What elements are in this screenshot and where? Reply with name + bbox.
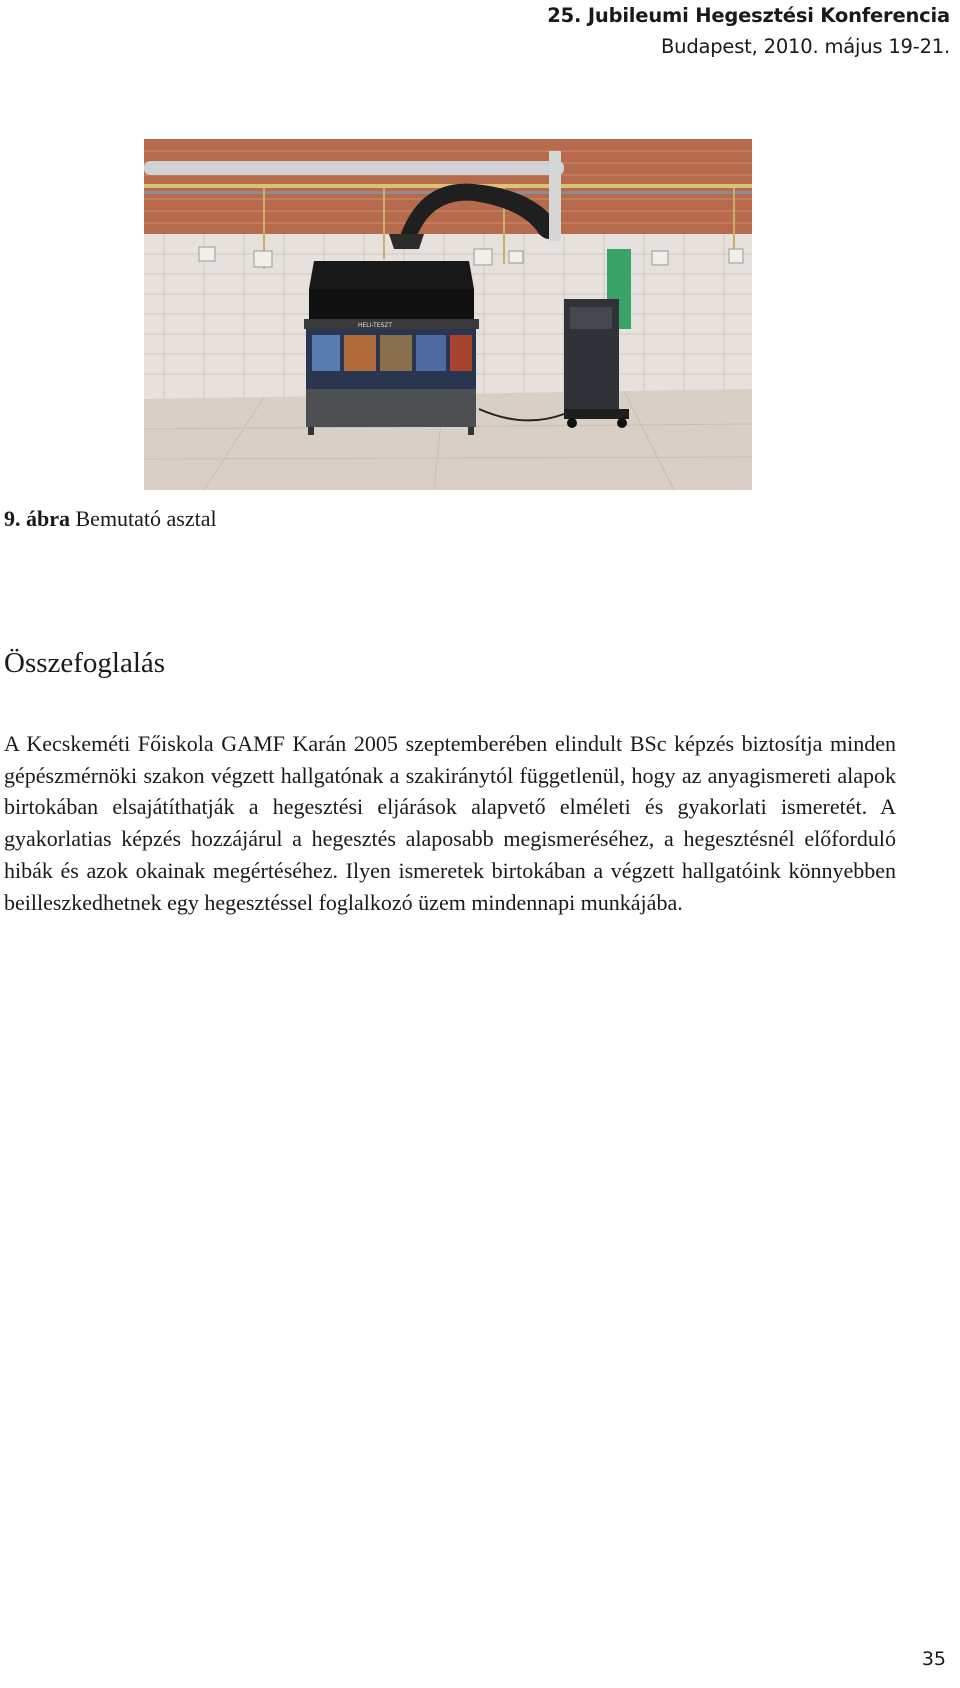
- poster-text: HELI-TESZT: [358, 322, 393, 329]
- conference-location-date: Budapest, 2010. május 19-21.: [660, 35, 950, 58]
- page-number: 35: [921, 1648, 946, 1670]
- figure-caption-text: Bemutató asztal: [70, 506, 217, 531]
- figure-photo: [144, 139, 752, 490]
- page-header: [547, 0, 950, 62]
- figure-caption: [4, 505, 217, 533]
- section-title: Összefoglalás: [4, 647, 166, 679]
- summary-paragraph: A Kecskeméti Főiskola GAMF Karán 2005 szeptemberében elindult BSc képzés biztosítja minden gépészmérnöki szakon végzett hallgatónak a szakiránytól függetlenül, hogy az anyagismereti alapok birtokában elsajátíthatják a hegesztési eljárások alapvető elméleti és gyakorlati ismeretét. A gyakorlatias képzés hozzájárul a hegesztés alaposabb megismeréséhez, a hegesztésnél előforduló hibák és azok okainak megértéséhez. Ilyen ismeretek birtokában a végzett hallgatóink könnyebben beilleszkedhetnek egy hegesztéssel foglalkozó üzem mindennapi munkájába.: [4, 731, 896, 915]
- figure-label: 9. ábra: [4, 506, 70, 531]
- conference-title: 25. Jubileumi Hegesztési Konferencia: [547, 4, 950, 27]
